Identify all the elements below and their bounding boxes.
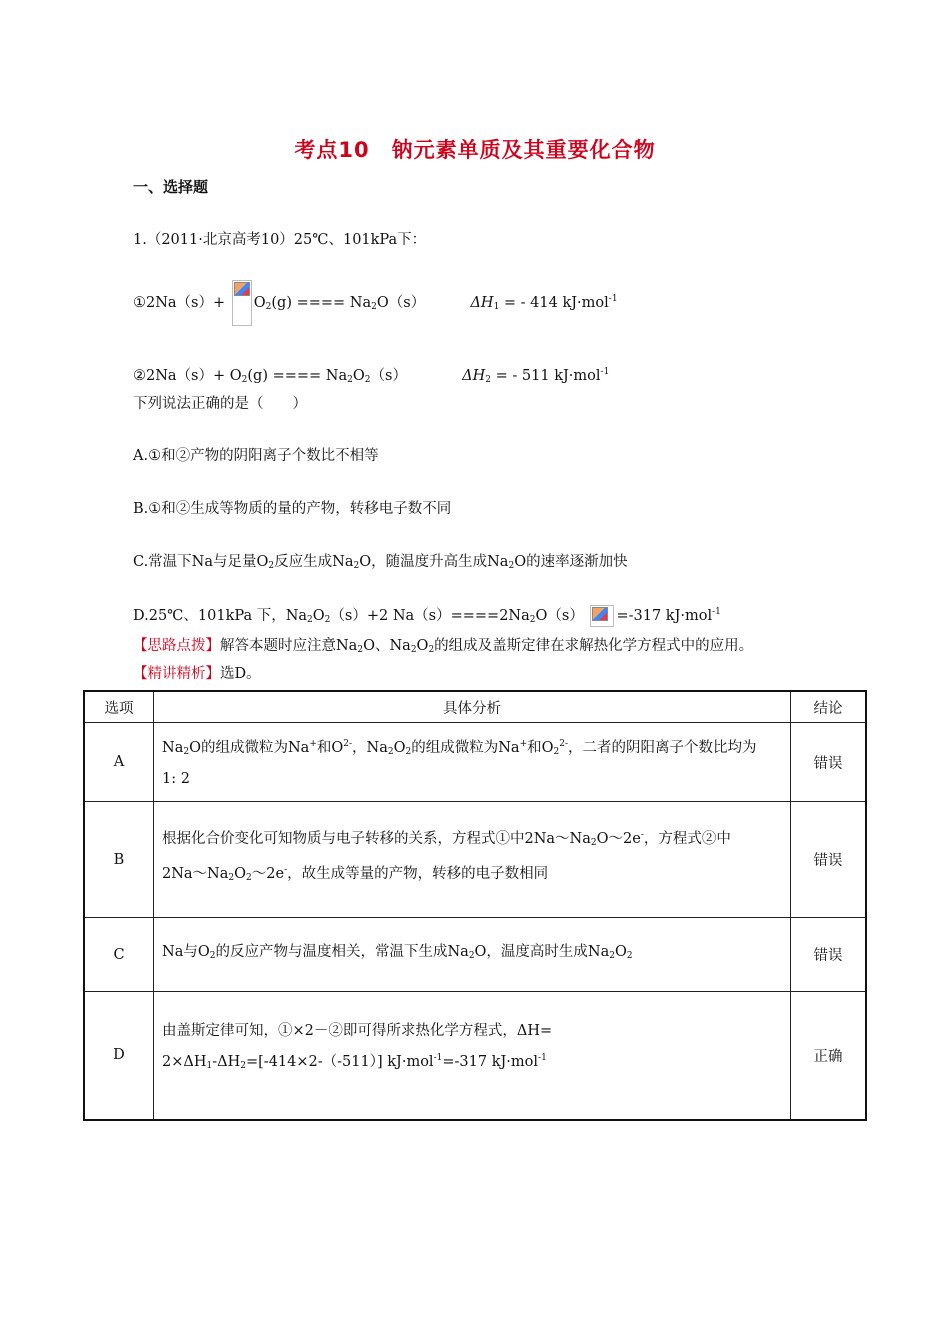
header-conclusion: 结论 <box>791 691 867 723</box>
row-option: C <box>84 918 154 992</box>
row-conclusion: 正确 <box>791 992 867 1120</box>
table-row <box>84 992 866 1120</box>
page-title: 考点10 钠元素单质及其重要化合物 <box>294 138 656 162</box>
equation-1: ①2Na（s）+ $O_2(g)$ ==== $Na_2O(s) \Delta H_1$ = - 414 kJ·mol$^{-1}$ <box>133 280 618 326</box>
question-stem: 1.（2011·北京高考10）25℃、101kPa下： <box>133 232 427 248</box>
table-header-row <box>84 691 866 723</box>
row-conclusion: 错误 <box>791 802 867 918</box>
option-b: B.①和②生成等物质的量的产物，转移电子数不同 <box>133 501 452 517</box>
question-prompt: 下列说法正确的是（ ） <box>133 396 307 412</box>
table-row <box>84 723 866 802</box>
header-analysis: 具体分析 <box>154 691 791 723</box>
row-option: D <box>84 992 154 1120</box>
row-detail: 由盖斯定律可知，①×2－②即可得所求热化学方程式，ΔH= $2\times\Delta H_1-\Delta H_2=[-414\times 2-(-511)]$ kJ·mol$^{-1}$=-317 kJ·mol$^{-1}$ <box>154 992 791 1120</box>
delta-h-image-icon <box>590 605 614 627</box>
table-row <box>84 802 866 918</box>
option-c: C.常温下Na与足量$O_2$反应生成$Na_2O$，随温度升高生成$Na_2O$的速率逐渐加快 <box>133 554 628 571</box>
header-option: 选项 <box>84 691 154 723</box>
row-conclusion: 错误 <box>791 723 867 802</box>
row-detail: Na与$O_2$的反应产物与温度相关，常温下生成$Na_2O$，温度高时生成$Na_2O_2$ <box>154 918 791 992</box>
option-a: A.①和②产物的阴阳离子个数比不相等 <box>133 448 379 464</box>
hint-line: 【思路点拨】解答本题时应注意$Na_2O$、$Na_2O_2$的组成及盖斯定律在求解热化学方程式中的应用。 <box>133 638 754 655</box>
row-option: A <box>84 723 154 802</box>
section-heading: 一、选择题 <box>133 178 209 196</box>
option-d: D.25℃、101kPa 下，$Na_2O_2(s)+2$ $Na(s)====2Na_2O(s)$ =-317 kJ·mol$^{-1}$ <box>133 607 721 625</box>
row-option: B <box>84 802 154 918</box>
equation-2: ②2Na（s）+ $O_2(g)$ ==== $Na_2O_2(s) \Delta H_2$ = - 511 kJ·mol$^{-1}$ <box>133 367 610 385</box>
analysis-line: 【精讲精析】选D。 <box>133 666 261 682</box>
fraction-image-icon <box>232 280 252 326</box>
row-conclusion: 错误 <box>791 918 867 992</box>
table-row <box>84 918 866 992</box>
row-detail: 根据化合价变化可知物质与电子转移的关系，方程式①中$2Na\sim Na_2O\sim 2e^-$，方程式②中 $2Na\sim Na_2O_2\sim 2e^-$，故生成等量的产物，转移的电子数相同 <box>154 802 791 918</box>
analysis-table <box>83 690 867 1121</box>
row-detail: $Na_2O$的组成微粒为Na+和$O^{2-}$，$Na_2O_2$的组成微粒为Na+和$O_2^{2-}$，二者的阴阳离子个数比均为 1: 2 <box>154 723 791 802</box>
